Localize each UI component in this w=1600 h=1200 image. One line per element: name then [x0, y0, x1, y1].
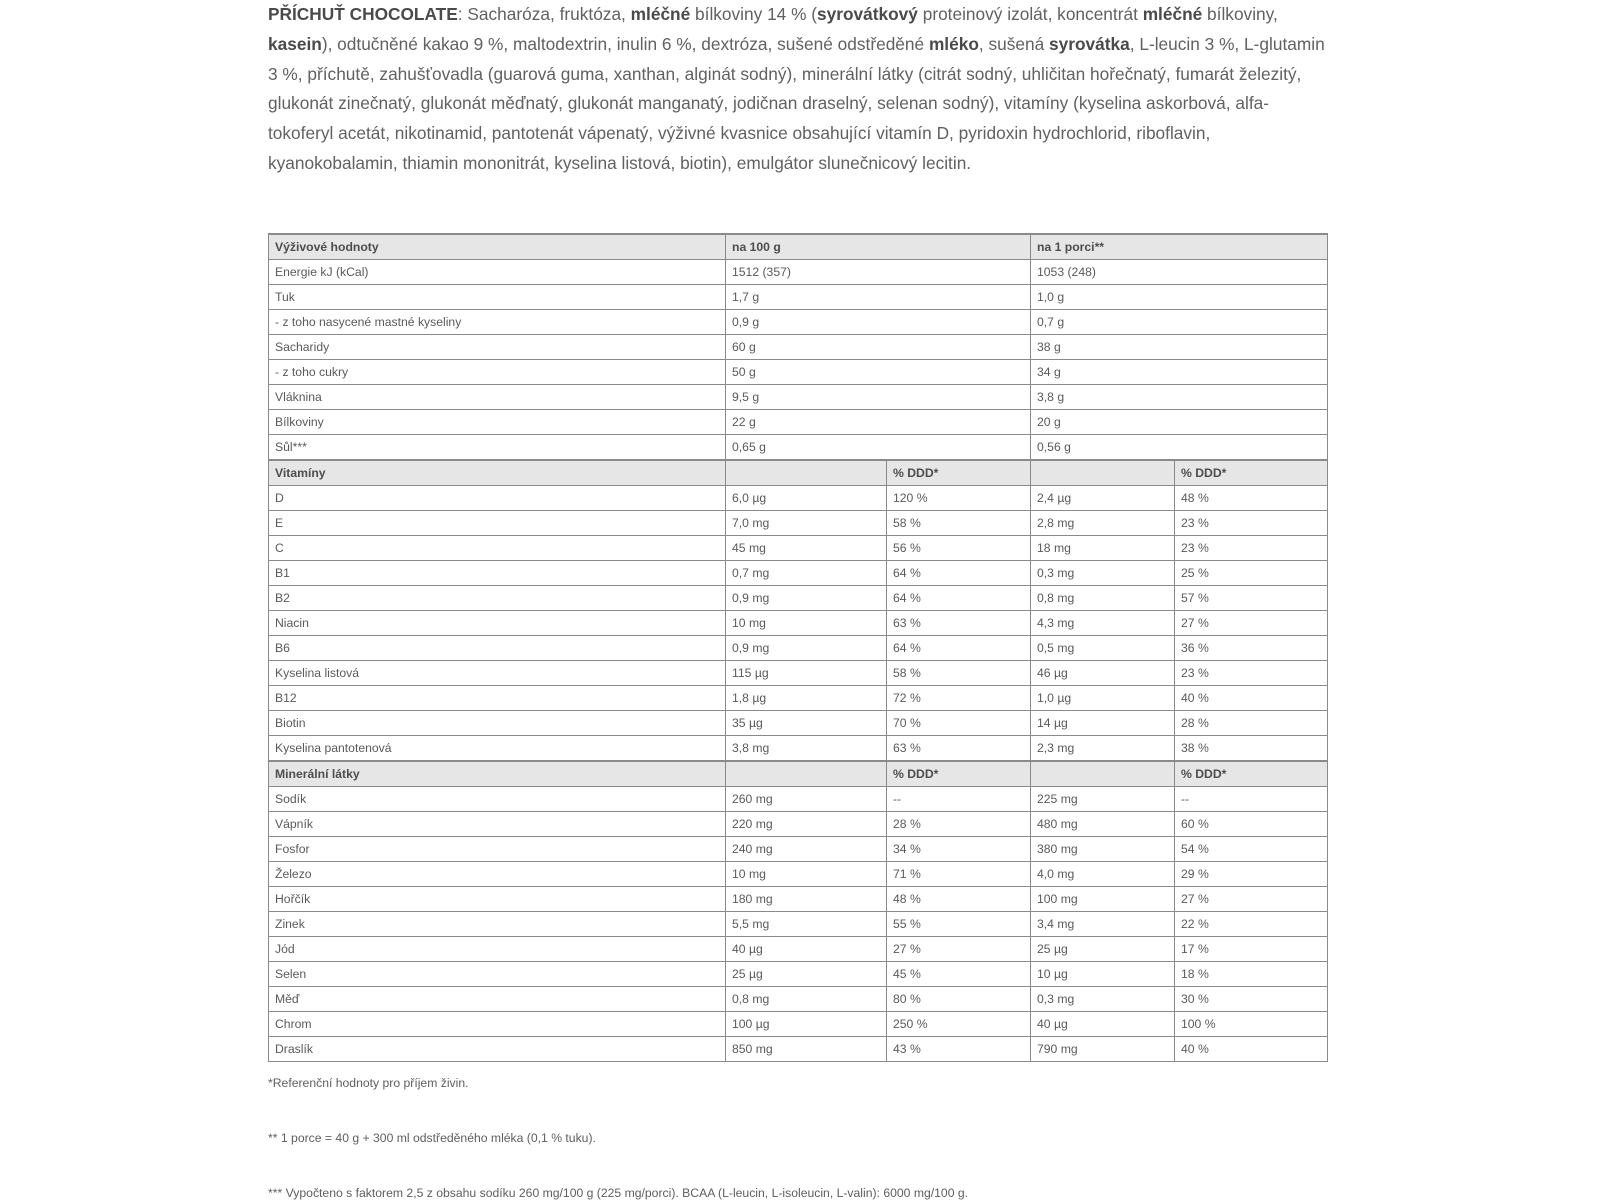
- per100-ddd-cell: 58 %: [887, 661, 1031, 686]
- perserving-ddd-cell: 48 %: [1175, 486, 1328, 511]
- per100-value-cell: 10 mg: [726, 611, 887, 636]
- per100-value-cell: 1,8 µg: [726, 686, 887, 711]
- per100-ddd-cell: 43 %: [887, 1037, 1031, 1062]
- per100-ddd-cell: 56 %: [887, 536, 1031, 561]
- perserving-value-cell: 225 mg: [1031, 787, 1175, 812]
- per100-value-cell: 1,7 g: [726, 285, 1031, 310]
- per100-value-cell: 115 µg: [726, 661, 887, 686]
- perserving-ddd-cell: 100 %: [1175, 1012, 1328, 1037]
- ingredient-text: ), odtučněné kakao 9 %, maltodextrin, inulin 6 %, dextróza, sušené odstředěné: [321, 33, 929, 54]
- perserving-value-cell: 20 g: [1031, 410, 1328, 435]
- section-per100-cell: [726, 460, 887, 486]
- nutrient-label-cell: Hořčík: [269, 887, 726, 912]
- header-per100-cell: na 100 g: [726, 234, 1031, 260]
- minerals-row: [269, 862, 1328, 887]
- minerals-row: [269, 837, 1328, 862]
- perserving-value-cell: 34 g: [1031, 360, 1328, 385]
- nutrient-label-cell: Měď: [269, 987, 726, 1012]
- nutrient-label-cell: Vláknina: [269, 385, 726, 410]
- perserving-ddd-cell: --: [1175, 787, 1328, 812]
- section-ddd-cell: % DDD*: [887, 761, 1031, 787]
- perserving-value-cell: 0,3 mg: [1031, 561, 1175, 586]
- ingredient-text: bílkoviny 14 % (: [690, 4, 818, 24]
- ingredient-bold-text: mléčné: [1142, 4, 1203, 24]
- per100-ddd-cell: 28 %: [887, 812, 1031, 837]
- per100-value-cell: 3,8 mg: [726, 736, 887, 762]
- per100-ddd-cell: 63 %: [887, 736, 1031, 762]
- perserving-value-cell: 14 µg: [1031, 711, 1175, 736]
- nutrient-label-cell: Energie kJ (kCal): [269, 260, 726, 285]
- perserving-value-cell: 480 mg: [1031, 812, 1175, 837]
- vitamins-row: [269, 586, 1328, 611]
- ingredient-text: bílkoviny,: [1202, 4, 1278, 24]
- nutrient-label-cell: Chrom: [269, 1012, 726, 1037]
- ingredient-bold-text: syrovátka: [1049, 33, 1130, 54]
- perserving-value-cell: 100 mg: [1031, 887, 1175, 912]
- per100-value-cell: 850 mg: [726, 1037, 887, 1062]
- per100-ddd-cell: 120 %: [887, 486, 1031, 511]
- footnote-reference-values: *Referenční hodnoty pro příjem živin.: [268, 1076, 469, 1090]
- perserving-ddd-cell: 54 %: [1175, 837, 1328, 862]
- per100-ddd-cell: 70 %: [887, 711, 1031, 736]
- nutrient-label-cell: Sacharidy: [269, 335, 726, 360]
- per100-ddd-cell: --: [887, 787, 1031, 812]
- ingredient-bold-text: kasein: [268, 33, 322, 54]
- nutrient-label-cell: B1: [269, 561, 726, 586]
- minerals-row: [269, 1012, 1328, 1037]
- ingredients-paragraph: [268, 0, 1328, 179]
- nutrition-row: [269, 310, 1328, 335]
- per100-value-cell: 60 g: [726, 335, 1031, 360]
- perserving-value-cell: 1053 (248): [1031, 260, 1328, 285]
- section-ddd-cell: % DDD*: [887, 460, 1031, 486]
- nutrient-label-cell: - z toho nasycené mastné kyseliny: [269, 310, 726, 335]
- perserving-value-cell: 4,0 mg: [1031, 862, 1175, 887]
- vitamins-row: [269, 636, 1328, 661]
- nutrition-row: [269, 360, 1328, 385]
- per100-value-cell: 6,0 µg: [726, 486, 887, 511]
- ingredient-text: , L-leucin 3 %, L-glutamin 3 %, příchutě, zahušťovadla (guarová guma, xanthan, alginát sodný), minerální látky (citrát sodný, uhličitan hořečnatý, fumarát železitý, glukonát zinečnatý, glukonát měďnatý, glukonát manganatý, jodičnan draselný, selenan sodný), vitamíny (kyselina askorbová, alfa-tokoferyl acetát, nikotinamid, pantotenát vápenatý, výživné kvasnice obsahující vitamín D, pyridoxin hydrochlorid, riboflavin, kyanokobalamin, thiamin mononitrát, kyselina listová, biotin), emulgátor slunečnicový lecitin.: [268, 33, 1325, 173]
- per100-value-cell: 25 µg: [726, 962, 887, 987]
- section-ddd-cell: % DDD*: [1175, 460, 1328, 486]
- perserving-value-cell: 2,4 µg: [1031, 486, 1175, 511]
- per100-value-cell: 40 µg: [726, 937, 887, 962]
- nutrient-label-cell: Bílkoviny: [269, 410, 726, 435]
- per100-value-cell: 22 g: [726, 410, 1031, 435]
- per100-value-cell: 35 µg: [726, 711, 887, 736]
- ingredient-bold-text: PŘÍCHUŤ CHOCOLATE: [268, 4, 458, 24]
- nutrition-row: [269, 260, 1328, 285]
- minerals-row: [269, 987, 1328, 1012]
- perserving-value-cell: 18 mg: [1031, 536, 1175, 561]
- perserving-value-cell: 2,8 mg: [1031, 511, 1175, 536]
- perserving-ddd-cell: 27 %: [1175, 611, 1328, 636]
- ingredient-text: proteinový izolát, koncentrát: [917, 4, 1143, 24]
- perserving-ddd-cell: 23 %: [1175, 536, 1328, 561]
- nutrient-label-cell: Tuk: [269, 285, 726, 310]
- per100-ddd-cell: 55 %: [887, 912, 1031, 937]
- perserving-ddd-cell: 57 %: [1175, 586, 1328, 611]
- nutrition-header-row: [269, 234, 1328, 260]
- nutrition-row: [269, 285, 1328, 310]
- nutrient-label-cell: B2: [269, 586, 726, 611]
- perserving-ddd-cell: 17 %: [1175, 937, 1328, 962]
- per100-value-cell: 7,0 mg: [726, 511, 887, 536]
- perserving-value-cell: 0,56 g: [1031, 435, 1328, 461]
- vitamins-row: [269, 536, 1328, 561]
- perserving-ddd-cell: 27 %: [1175, 887, 1328, 912]
- per100-value-cell: 50 g: [726, 360, 1031, 385]
- perserving-value-cell: 0,5 mg: [1031, 636, 1175, 661]
- nutrition-row: [269, 385, 1328, 410]
- per100-value-cell: 1512 (357): [726, 260, 1031, 285]
- per100-value-cell: 220 mg: [726, 812, 887, 837]
- nutrition-row: [269, 410, 1328, 435]
- perserving-ddd-cell: 40 %: [1175, 686, 1328, 711]
- header-label-cell: Výživové hodnoty: [269, 234, 726, 260]
- perserving-value-cell: 2,3 mg: [1031, 736, 1175, 762]
- nutrition-row: [269, 435, 1328, 461]
- nutrient-label-cell: D: [269, 486, 726, 511]
- per100-ddd-cell: 63 %: [887, 611, 1031, 636]
- ingredient-bold-text: syrovátkový: [817, 4, 918, 24]
- per100-ddd-cell: 48 %: [887, 887, 1031, 912]
- perserving-value-cell: 38 g: [1031, 335, 1328, 360]
- perserving-value-cell: 40 µg: [1031, 1012, 1175, 1037]
- nutrient-label-cell: B12: [269, 686, 726, 711]
- per100-value-cell: 180 mg: [726, 887, 887, 912]
- perserving-ddd-cell: 22 %: [1175, 912, 1328, 937]
- minerals-row: [269, 962, 1328, 987]
- ingredient-bold-text: mléko: [928, 33, 979, 54]
- minerals-row: [269, 787, 1328, 812]
- per100-ddd-cell: 71 %: [887, 862, 1031, 887]
- vitamins-row: [269, 611, 1328, 636]
- section-per100-cell: [726, 761, 887, 787]
- perserving-value-cell: 4,3 mg: [1031, 611, 1175, 636]
- minerals-row: [269, 1037, 1328, 1062]
- section-perserving-cell: [1031, 460, 1175, 486]
- perserving-value-cell: 0,3 mg: [1031, 987, 1175, 1012]
- per100-value-cell: 0,65 g: [726, 435, 1031, 461]
- per100-value-cell: 100 µg: [726, 1012, 887, 1037]
- perserving-ddd-cell: 18 %: [1175, 962, 1328, 987]
- nutrient-label-cell: C: [269, 536, 726, 561]
- perserving-value-cell: 790 mg: [1031, 1037, 1175, 1062]
- perserving-ddd-cell: 29 %: [1175, 862, 1328, 887]
- per100-ddd-cell: 64 %: [887, 561, 1031, 586]
- nutrient-label-cell: Niacin: [269, 611, 726, 636]
- per100-value-cell: 10 mg: [726, 862, 887, 887]
- perserving-value-cell: 3,8 g: [1031, 385, 1328, 410]
- per100-ddd-cell: 34 %: [887, 837, 1031, 862]
- nutrition-row: [269, 335, 1328, 360]
- perserving-value-cell: 380 mg: [1031, 837, 1175, 862]
- nutrient-label-cell: Draslík: [269, 1037, 726, 1062]
- perserving-value-cell: 0,8 mg: [1031, 586, 1175, 611]
- nutrient-label-cell: Biotin: [269, 711, 726, 736]
- nutrient-label-cell: Železo: [269, 862, 726, 887]
- per100-ddd-cell: 45 %: [887, 962, 1031, 987]
- perserving-value-cell: 1,0 g: [1031, 285, 1328, 310]
- nutrition-table: [268, 233, 1328, 1062]
- nutrient-label-cell: Sodík: [269, 787, 726, 812]
- per100-value-cell: 0,8 mg: [726, 987, 887, 1012]
- footnote-salt: *** Vypočteno s faktorem 2,5 z obsahu sodíku 260 mg/100 g (225 mg/porci). BCAA (L-leucin, L-isoleucin, L-valin): 6000 mg/100 g.: [268, 1186, 969, 1200]
- per100-ddd-cell: 250 %: [887, 1012, 1031, 1037]
- per100-ddd-cell: 27 %: [887, 937, 1031, 962]
- section-perserving-cell: [1031, 761, 1175, 787]
- vitamins-header-row: [269, 460, 1328, 486]
- minerals-row: [269, 937, 1328, 962]
- per100-ddd-cell: 64 %: [887, 586, 1031, 611]
- minerals-row: [269, 812, 1328, 837]
- minerals-row: [269, 912, 1328, 937]
- vitamins-row: [269, 711, 1328, 736]
- per100-value-cell: 0,9 g: [726, 310, 1031, 335]
- perserving-value-cell: 3,4 mg: [1031, 912, 1175, 937]
- ingredient-bold-text: mléčné: [630, 4, 691, 24]
- footnote-portion: ** 1 porce = 40 g + 300 ml odstředěného mléka (0,1 % tuku).: [268, 1131, 596, 1145]
- per100-ddd-cell: 72 %: [887, 686, 1031, 711]
- perserving-ddd-cell: 28 %: [1175, 711, 1328, 736]
- per100-value-cell: 0,7 mg: [726, 561, 887, 586]
- per100-value-cell: 5,5 mg: [726, 912, 887, 937]
- vitamins-row: [269, 661, 1328, 686]
- header-perserving-cell: na 1 porci**: [1031, 234, 1328, 260]
- nutrient-label-cell: Selen: [269, 962, 726, 987]
- nutrient-label-cell: Kyselina pantotenová: [269, 736, 726, 762]
- ingredient-text: , sušená: [978, 33, 1050, 54]
- minerals-header-row: [269, 761, 1328, 787]
- per100-value-cell: 45 mg: [726, 536, 887, 561]
- ingredient-text: : Sacharóza, fruktóza,: [457, 4, 631, 24]
- perserving-ddd-cell: 23 %: [1175, 661, 1328, 686]
- vitamins-row: [269, 561, 1328, 586]
- perserving-value-cell: 25 µg: [1031, 937, 1175, 962]
- nutrient-label-cell: Zinek: [269, 912, 726, 937]
- perserving-value-cell: 46 µg: [1031, 661, 1175, 686]
- nutrient-label-cell: B6: [269, 636, 726, 661]
- perserving-ddd-cell: 38 %: [1175, 736, 1328, 762]
- perserving-value-cell: 1,0 µg: [1031, 686, 1175, 711]
- nutrient-label-cell: E: [269, 511, 726, 536]
- perserving-value-cell: 10 µg: [1031, 962, 1175, 987]
- per100-value-cell: 240 mg: [726, 837, 887, 862]
- per100-ddd-cell: 58 %: [887, 511, 1031, 536]
- vitamins-row: [269, 511, 1328, 536]
- nutrient-label-cell: Jód: [269, 937, 726, 962]
- nutrient-label-cell: Sůl***: [269, 435, 726, 461]
- per100-value-cell: 260 mg: [726, 787, 887, 812]
- perserving-ddd-cell: 30 %: [1175, 987, 1328, 1012]
- perserving-ddd-cell: 36 %: [1175, 636, 1328, 661]
- per100-value-cell: 0,9 mg: [726, 586, 887, 611]
- nutrient-label-cell: - z toho cukry: [269, 360, 726, 385]
- vitamins-row: [269, 686, 1328, 711]
- nutrient-label-cell: Vápník: [269, 812, 726, 837]
- per100-ddd-cell: 64 %: [887, 636, 1031, 661]
- per100-value-cell: 0,9 mg: [726, 636, 887, 661]
- per100-value-cell: 9,5 g: [726, 385, 1031, 410]
- nutrient-label-cell: Fosfor: [269, 837, 726, 862]
- perserving-ddd-cell: 25 %: [1175, 561, 1328, 586]
- perserving-value-cell: 0,7 g: [1031, 310, 1328, 335]
- per100-ddd-cell: 80 %: [887, 987, 1031, 1012]
- nutrient-label-cell: Kyselina listová: [269, 661, 726, 686]
- perserving-ddd-cell: 40 %: [1175, 1037, 1328, 1062]
- perserving-ddd-cell: 23 %: [1175, 511, 1328, 536]
- section-label-cell: Minerální látky: [269, 761, 726, 787]
- perserving-ddd-cell: 60 %: [1175, 812, 1328, 837]
- minerals-row: [269, 887, 1328, 912]
- vitamins-row: [269, 736, 1328, 762]
- vitamins-row: [269, 486, 1328, 511]
- section-label-cell: Vitamíny: [269, 460, 726, 486]
- section-ddd-cell: % DDD*: [1175, 761, 1328, 787]
